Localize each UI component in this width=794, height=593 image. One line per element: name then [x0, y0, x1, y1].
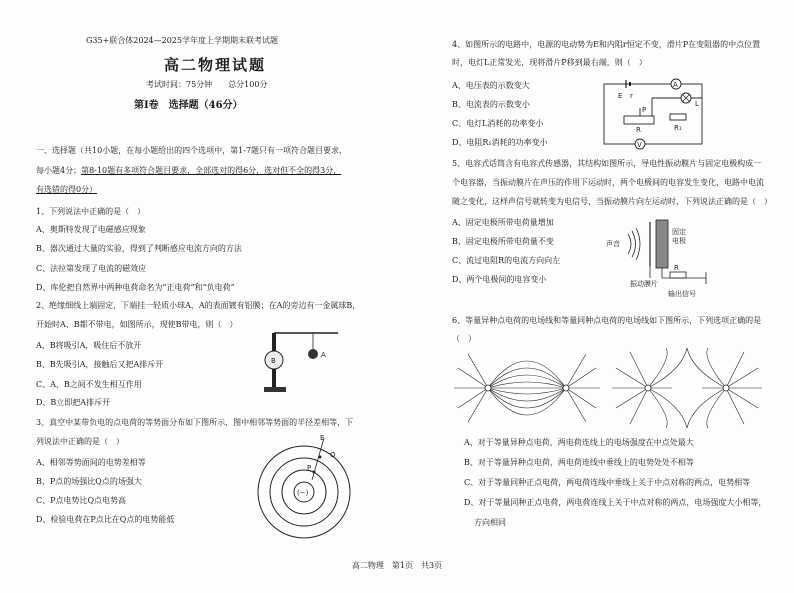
q2-option-b: B、B先吸引A，接触后又把A排斥开 — [36, 360, 164, 369]
q4-option-c: C、电灯L消耗的功率变小 — [452, 119, 544, 128]
q5-option-c: C、流过电阻R的电流方向向左 — [452, 256, 561, 265]
q6-stem-line1: 6、等量异种点电荷的电场线和等量同种点电荷的电场线如下图所示，下列选项正确的是 — [452, 316, 762, 325]
q6-opposite-charges-figure — [454, 348, 602, 428]
q1-option-b: B、器次通过大量的实验，得到了判断感应电流方向的方法 — [36, 244, 242, 253]
q6-option-a: A、对于等量异种点电荷，两电荷连线上的电场强度在中点处最大 — [464, 438, 694, 447]
q2-label-a: A — [321, 351, 326, 359]
q2-stem-line1: 2、绝缘细线上端固定，下端挂一轻质小球A，A的表面镀有铝膜；在A的旁边有一金属球B， — [36, 301, 361, 310]
q3-stem-line1: 3、真空中某带负电的点电荷的等势面分布如下图所示，图中相邻等势面的半径差相等，下 — [36, 418, 354, 427]
q4-label-e: E — [618, 92, 623, 100]
q3-option-d: D、检验电荷在P点比在Q点的电势能低 — [36, 515, 175, 524]
q3-option-b: B、P点的场强比Q点的场强大 — [36, 477, 142, 486]
q3-label-q: Q — [330, 451, 336, 459]
q5-stem-line2: 个电容器，当振动膜片在声压的作用下运动时，两个电极间的电容发生变化，电路中电流 — [452, 178, 764, 187]
q5-stem-line1: 5、电容式话筒含有电容式传感器，其结构如图所示，导电性振动膜片与固定电极构成一 — [452, 159, 762, 168]
q4-label-r1: R₁ — [674, 124, 682, 132]
instructions-underlined: 第8-10题有多项符合题目要求，全部选对的得6分，选对但不全的得3分， — [81, 166, 342, 175]
q5-label-fixed-2: 电极 — [672, 237, 686, 245]
q4-label-v: V — [637, 141, 642, 149]
q3-label-charge: (−) — [297, 489, 309, 497]
q2-option-d: D、B立即把A排斥开 — [36, 398, 111, 407]
instructions-line2 — [36, 166, 341, 176]
q3-option-c: C、P点电势比Q点电势高 — [36, 496, 127, 505]
q4-label-l: L — [695, 100, 699, 108]
q1-stem: 1、下列说法中正确的是（ ） — [36, 207, 146, 216]
q4-option-d: D、电阻R₁消耗的功率变小 — [452, 138, 548, 147]
q5-label-sound: 声音 — [606, 240, 620, 248]
q5-stem-line3: 随之变化，这样声信号就转变为电信号，当振动膜片向左运动时，下列说法正确的是（ ） — [452, 197, 772, 206]
subject-title: 高二物理试题 — [164, 56, 267, 74]
page-footer: 高二物理 第1页 共3页 — [351, 561, 443, 570]
instructions-line3: 有选错的得0分） — [36, 185, 98, 194]
q3-stem-line2: 列说法中正确的是（ ） — [36, 437, 124, 446]
q1-option-c: C、法拉第发现了电流的磁效应 — [36, 264, 147, 273]
q3-figure — [252, 432, 362, 542]
q4-label-r: r — [630, 92, 633, 100]
q4-circuit-figure — [602, 76, 712, 156]
q4-option-b: B、电流表的示数变小 — [452, 100, 530, 109]
q4-label-p: P — [642, 106, 647, 114]
section-title: 第Ⅰ卷 选择题（46分） — [134, 100, 243, 111]
q5-microphone-figure — [606, 214, 726, 300]
instructions-line1: 一、选择题（共10小题，在每小题给出的四个选项中，第1-7题只有一项符合题目要求， — [36, 146, 348, 155]
exam-title: G35+联合体2024—2025学年度上学期期末联考试题 — [86, 36, 278, 45]
q1-option-d: D、库伦把自然界中两种电荷命名为“正电荷”和“负电荷” — [36, 283, 235, 292]
q1-option-a: A、奥斯特发现了电磁感应现象 — [36, 225, 146, 234]
q4-label-rr: R — [636, 126, 641, 134]
instructions-plain: 每小题4分； — [36, 166, 82, 175]
q6-like-charges-figure — [612, 348, 762, 428]
q2-label-b: B — [271, 357, 276, 365]
q3-label-e: E — [320, 434, 325, 442]
q5-label-r: R — [674, 264, 679, 272]
q5-label-fixed-1: 固定 — [672, 228, 686, 236]
q5-option-d: D、两个电极间的电容变小 — [452, 275, 547, 284]
q3-option-a: A、相邻等势面间的电势差相等 — [36, 458, 146, 467]
q2-option-c: C、A、B之间不发生相互作用 — [36, 380, 142, 389]
q2-option-a: A、B将吸引A，吸住后不放开 — [36, 341, 142, 350]
q4-stem-line2: 时，电灯L正常发光，现将滑片P移到最右端，则（ ） — [452, 58, 647, 67]
q3-label-p: P — [307, 464, 312, 472]
q4-label-a: A — [673, 81, 678, 89]
q6-stem-line2: （ ） — [452, 334, 476, 343]
q2-stem-line2: 开始时A、B都不带电，如图所示，现使B带电，则（ ） — [36, 320, 238, 329]
q6-option-d-cont: 方向相同 — [474, 518, 506, 527]
q4-option-a: A、电压表的示数变大 — [452, 81, 530, 90]
q6-option-c: C、对于等量同种正点电荷，两电荷连线中垂线上关于中点对称的两点，电势相等 — [464, 478, 751, 487]
q4-stem-line1: 4、如图所示的电路中，电源的电动势为E和内阻r恒定不变，滑片P在变阻器的中点位置 — [452, 40, 761, 49]
time-info: 考试时间：75分钟 总分100分 — [146, 80, 268, 89]
q5-option-a: A、固定电极所带电荷量增加 — [452, 218, 554, 227]
q2-figure — [256, 325, 356, 400]
q5-label-out: 输出信号 — [668, 290, 696, 298]
q5-label-film: 振动膜片 — [630, 280, 658, 288]
q5-option-b: B、固定电极所带电荷量不变 — [452, 237, 554, 246]
q6-option-b: B、对于等量异种点电荷，两电荷连线中垂线上的电势处处不相等 — [464, 458, 694, 467]
q6-option-d: D、对于等量同种正点电荷，两电荷连线上关于中点对称的两点，电场强度大小相等， — [464, 498, 767, 507]
